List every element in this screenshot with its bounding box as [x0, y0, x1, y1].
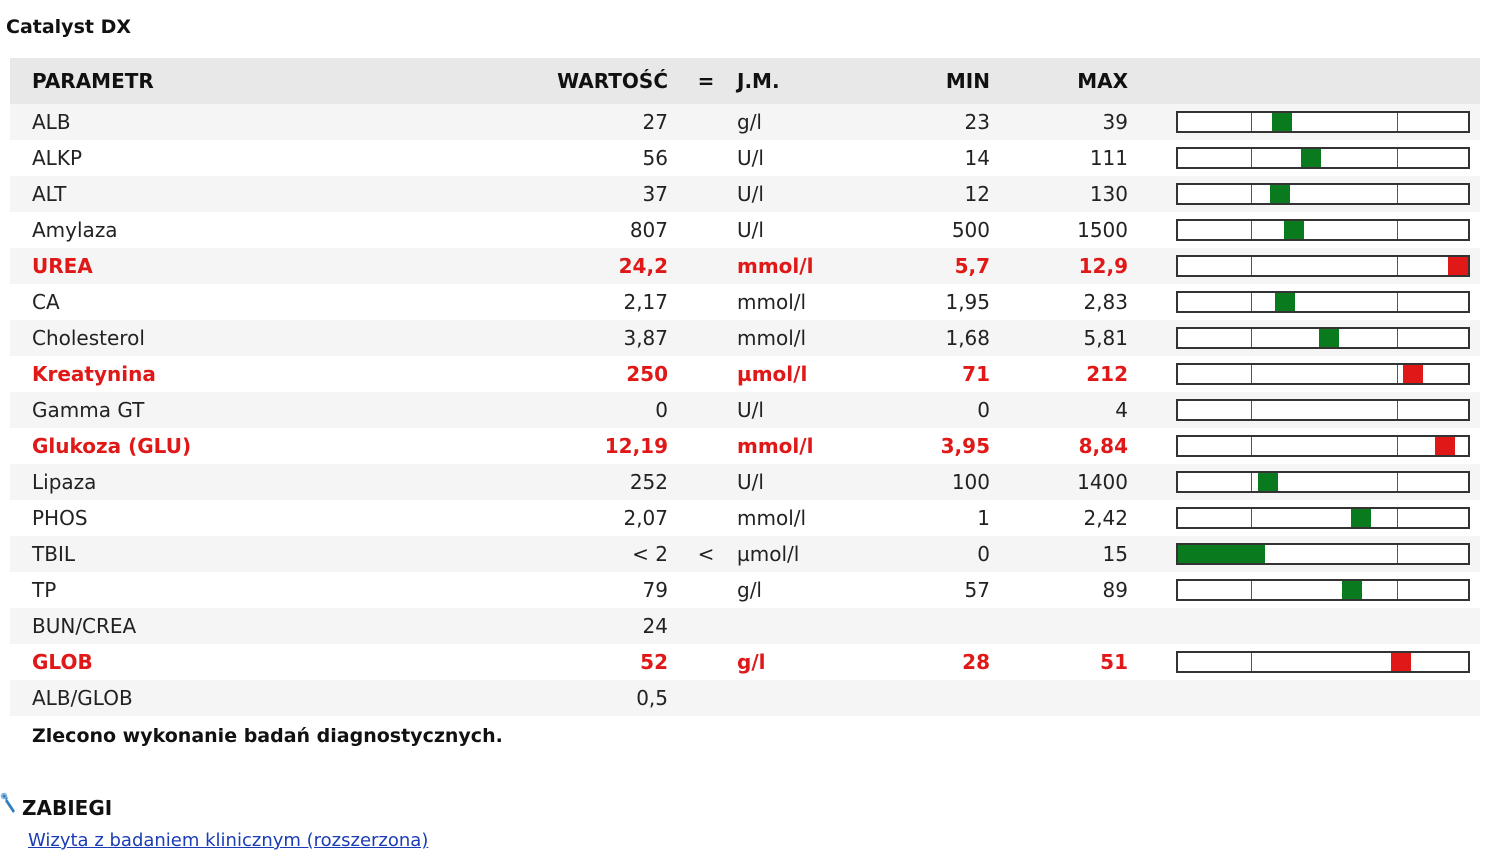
table-row [10, 572, 1480, 608]
results-table [10, 58, 1480, 756]
range-divider [1397, 185, 1398, 203]
parameter-value: 56 [642, 146, 668, 170]
range-divider [1251, 149, 1252, 167]
range-divider [1251, 329, 1252, 347]
result-marker-normal [1319, 329, 1339, 347]
range-indicator [1176, 579, 1470, 601]
reference-max: 111 [1089, 146, 1128, 170]
reference-min: 57 [964, 578, 990, 602]
range-indicator [1176, 111, 1470, 133]
reference-min: 1,68 [945, 326, 990, 350]
reference-min: 1 [977, 506, 990, 530]
reference-min: 28 [962, 650, 990, 674]
parameter-unit: g/l [737, 650, 766, 674]
visit-link[interactable]: Wizyta z badaniem klinicznym (rozszerzona) [28, 830, 429, 851]
table-row [10, 284, 1480, 320]
comparison-sign: < [697, 542, 715, 566]
parameter-unit: U/l [737, 146, 764, 170]
range-divider [1251, 113, 1252, 131]
table-row [10, 104, 1480, 140]
reference-min: 12 [964, 182, 990, 206]
range-divider [1397, 545, 1398, 563]
parameter-unit: mmol/l [737, 326, 807, 350]
parameter-name: TP [32, 578, 57, 602]
range-divider [1251, 221, 1252, 239]
result-marker-high [1391, 653, 1411, 671]
parameter-name: TBIL [32, 542, 75, 566]
parameter-unit: U/l [737, 398, 764, 422]
parameter-unit: U/l [737, 218, 764, 242]
parameter-value: 79 [642, 578, 668, 602]
table-row [10, 392, 1480, 428]
result-marker-normal [1178, 545, 1265, 563]
range-divider [1251, 365, 1252, 383]
note-row [10, 716, 1480, 756]
parameter-name: Cholesterol [32, 326, 145, 350]
parameter-name: Lipaza [32, 470, 97, 494]
parameter-value: 0,5 [636, 686, 668, 710]
parameter-name: ALT [32, 182, 67, 206]
range-divider [1251, 293, 1252, 311]
reference-max: 2,42 [1083, 506, 1128, 530]
parameter-value: 807 [629, 218, 668, 242]
reference-min: 14 [964, 146, 990, 170]
reference-max: 2,83 [1083, 290, 1128, 314]
parameter-unit: g/l [737, 578, 762, 602]
range-divider [1397, 365, 1398, 383]
parameter-value: 3,87 [623, 326, 668, 350]
range-divider [1397, 581, 1398, 599]
range-indicator [1176, 471, 1470, 493]
range-divider [1397, 221, 1398, 239]
parameter-value: 2,07 [623, 506, 668, 530]
reference-min: 3,95 [940, 434, 990, 458]
range-indicator [1176, 399, 1470, 421]
table-header-row [10, 58, 1480, 104]
result-marker-normal [1342, 581, 1362, 599]
range-indicator [1176, 147, 1470, 169]
parameter-value: 27 [642, 110, 668, 134]
range-divider [1397, 329, 1398, 347]
range-indicator [1176, 651, 1470, 673]
table-row [10, 680, 1480, 716]
parameter-name: Amylaza [32, 218, 118, 242]
result-marker-normal [1301, 149, 1321, 167]
reference-max: 51 [1100, 650, 1128, 674]
wrench-icon [0, 792, 20, 816]
range-divider [1251, 257, 1252, 275]
parameter-value: < 2 [632, 542, 668, 566]
parameter-name: ALB [32, 110, 71, 134]
header-value: WARTOŚĆ [557, 69, 668, 93]
parameter-value: 12,19 [604, 434, 668, 458]
table-row [10, 464, 1480, 500]
table-row [10, 176, 1480, 212]
parameter-value: 2,17 [623, 290, 668, 314]
parameter-value: 24,2 [618, 254, 668, 278]
range-indicator [1176, 327, 1470, 349]
parameter-unit: µmol/l [737, 542, 800, 566]
table-row [10, 644, 1480, 680]
table-row [10, 356, 1480, 392]
reference-max: 130 [1089, 182, 1128, 206]
range-divider [1397, 113, 1398, 131]
reference-max: 8,84 [1078, 434, 1128, 458]
parameter-name: Gamma GT [32, 398, 145, 422]
parameter-name: BUN/CREA [32, 614, 137, 638]
parameter-value: 52 [640, 650, 668, 674]
parameter-name: ALB/GLOB [32, 686, 133, 710]
range-divider [1251, 401, 1252, 419]
parameter-unit: mmol/l [737, 434, 814, 458]
reference-max: 5,81 [1083, 326, 1128, 350]
parameter-unit: mmol/l [737, 506, 807, 530]
parameter-value: 37 [642, 182, 668, 206]
range-indicator [1176, 435, 1470, 457]
reference-max: 89 [1102, 578, 1128, 602]
result-marker-high [1435, 437, 1455, 455]
header-max: MAX [1077, 69, 1128, 93]
result-marker-normal [1272, 113, 1292, 131]
range-divider [1251, 581, 1252, 599]
header-parameter: PARAMETR [32, 69, 154, 93]
reference-max: 212 [1086, 362, 1128, 386]
parameter-unit: U/l [737, 470, 764, 494]
range-divider [1397, 401, 1398, 419]
section-title: ZABIEGI [22, 796, 113, 820]
reference-min: 0 [977, 398, 990, 422]
parameter-name: GLOB [32, 650, 93, 674]
parameter-name: ALKP [32, 146, 82, 170]
device-title: Catalyst DX [6, 16, 131, 38]
table-row [10, 536, 1480, 572]
result-marker-normal [1351, 509, 1371, 527]
reference-min: 500 [951, 218, 990, 242]
result-marker-normal [1284, 221, 1304, 239]
parameter-value: 0 [655, 398, 668, 422]
header-unit: J.M. [737, 69, 780, 93]
reference-min: 5,7 [954, 254, 990, 278]
parameter-value: 252 [629, 470, 668, 494]
parameter-name: UREA [32, 254, 93, 278]
range-divider [1397, 473, 1398, 491]
range-indicator [1176, 183, 1470, 205]
reference-min: 1,95 [945, 290, 990, 314]
range-divider [1397, 293, 1398, 311]
parameter-unit: mmol/l [737, 290, 807, 314]
range-indicator [1176, 363, 1470, 385]
range-indicator [1176, 219, 1470, 241]
reference-max: 1400 [1077, 470, 1128, 494]
reference-max: 4 [1115, 398, 1128, 422]
reference-min: 0 [977, 542, 990, 566]
result-marker-normal [1275, 293, 1295, 311]
range-divider [1251, 473, 1252, 491]
diagnostic-note: Zlecono wykonanie badań diagnostycznych. [32, 725, 503, 747]
table-row [10, 608, 1480, 644]
range-divider [1251, 509, 1252, 527]
range-divider [1397, 437, 1398, 455]
table-row [10, 140, 1480, 176]
result-marker-normal [1270, 185, 1290, 203]
parameter-name: PHOS [32, 506, 88, 530]
reference-max: 39 [1102, 110, 1128, 134]
parameter-name: Kreatynina [32, 362, 156, 386]
parameter-name: CA [32, 290, 60, 314]
parameter-value: 250 [626, 362, 668, 386]
range-divider [1251, 185, 1252, 203]
result-marker-high [1403, 365, 1423, 383]
parameter-unit: µmol/l [737, 362, 808, 386]
parameter-unit: U/l [737, 182, 764, 206]
range-divider [1251, 437, 1252, 455]
range-divider [1251, 653, 1252, 671]
reference-max: 12,9 [1078, 254, 1128, 278]
table-row [10, 248, 1480, 284]
reference-min: 71 [962, 362, 990, 386]
reference-max: 1500 [1077, 218, 1128, 242]
range-divider [1397, 257, 1398, 275]
header-eq: = [697, 69, 715, 93]
range-indicator [1176, 507, 1470, 529]
table-row [10, 212, 1480, 248]
range-indicator [1176, 543, 1470, 565]
range-divider [1397, 509, 1398, 527]
table-row [10, 428, 1480, 464]
parameter-unit: mmol/l [737, 254, 814, 278]
result-marker-high [1448, 257, 1468, 275]
table-row [10, 500, 1480, 536]
parameter-name: Glukoza (GLU) [32, 434, 192, 458]
result-marker-normal [1258, 473, 1278, 491]
reference-min: 100 [951, 470, 990, 494]
range-divider [1397, 149, 1398, 167]
parameter-value: 24 [642, 614, 668, 638]
parameter-unit: g/l [737, 110, 762, 134]
reference-max: 15 [1102, 542, 1128, 566]
table-row [10, 320, 1480, 356]
header-min: MIN [945, 69, 990, 93]
range-indicator [1176, 255, 1470, 277]
reference-min: 23 [964, 110, 990, 134]
range-indicator [1176, 291, 1470, 313]
